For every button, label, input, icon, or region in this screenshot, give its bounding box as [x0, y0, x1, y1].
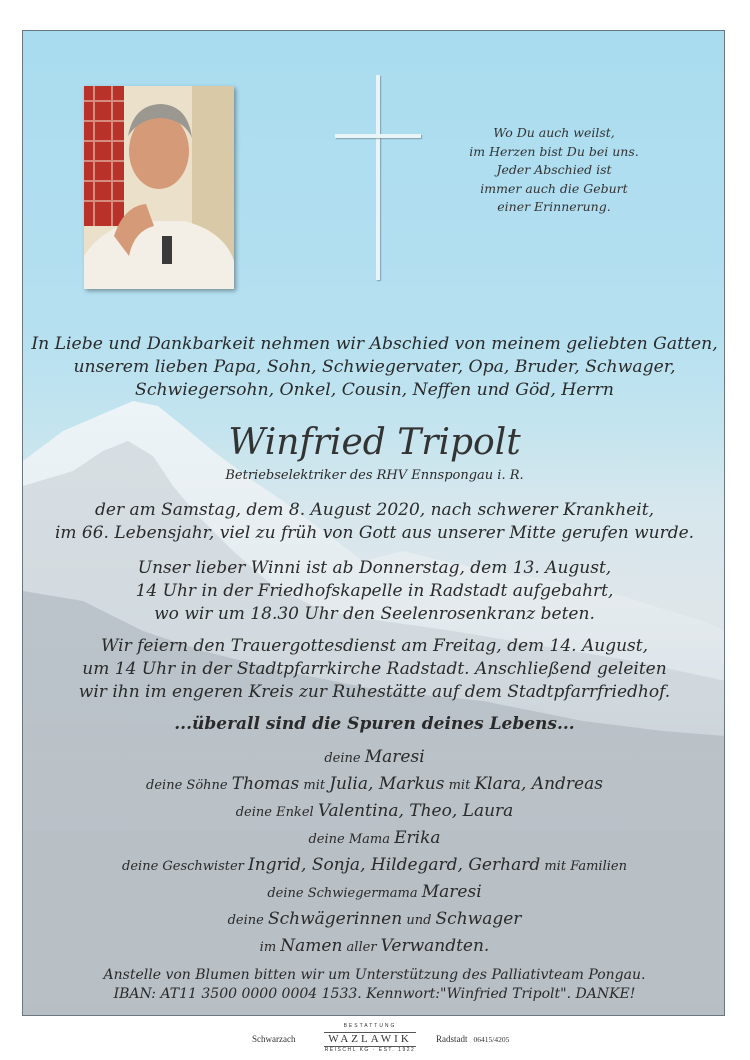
family-names: Schwager: [435, 909, 522, 929]
paragraph-line: wir ihn im engeren Kreis zur Ruhestätte auf dem Stadtpfarrfriedhof.: [78, 682, 671, 702]
logo-subtext: REISCHL KG · EST. 1922: [324, 1047, 416, 1053]
verse-line: immer auch die Geburt: [480, 180, 628, 196]
obituary-card: [22, 30, 725, 1016]
family-relation: deine: [324, 751, 365, 766]
deceased-occupation: Betriebselektriker des RHV Ennspongau i. R.: [225, 468, 524, 483]
paragraph-line: um 14 Uhr in der Stadtpfarrkirche Radstadt. Anschließend geleiten: [82, 659, 667, 679]
family-connector: aller: [342, 940, 381, 955]
motto: ...überall sind die Spuren deines Lebens...: [174, 714, 575, 734]
note-line: Anstelle von Blumen bitten wir um Unterstützung des Palliativteam Pongau.: [103, 967, 646, 983]
paragraph-line: im 66. Lebensjahr, viel zu früh von Gott aus unserer Mitte gerufen wurde.: [54, 523, 695, 543]
family-names: Namen: [280, 936, 343, 956]
paragraph-line: Unser lieber Winni ist ab Donnerstag, dem 13. August,: [137, 558, 612, 578]
verse-line: Wo Du auch weilst,: [493, 125, 615, 140]
family-relation: deine Geschwister: [122, 859, 249, 874]
family-line-spouse: [23, 746, 725, 770]
family-names: Maresi: [421, 882, 482, 902]
intro-line: unserem lieben Papa, Sohn, Schwiegervater, Opa, Bruder, Schwager,: [73, 357, 676, 377]
family-names: Klara, Andreas: [474, 774, 603, 794]
funeral-home-logo: [320, 1023, 420, 1054]
family-names: Julia, Markus: [329, 774, 445, 794]
intro-text: [23, 333, 725, 402]
family-names: Ingrid, Sonja, Hildegard, Gerhard: [248, 855, 541, 875]
logo-top-text: BESTATTUNG: [343, 1023, 397, 1029]
footer-location-right: [436, 1034, 509, 1044]
family-line-grandchildren: [23, 800, 725, 824]
footer: [0, 1023, 750, 1053]
intro-line: In Liebe und Dankbarkeit nehmen wir Abschied von meinem geliebten Gatten,: [31, 334, 718, 354]
verse: [453, 124, 655, 217]
family-names: Erika: [394, 828, 441, 848]
family-relation: deine Mama: [308, 832, 395, 847]
family-names: Thomas: [231, 774, 300, 794]
family-connector: und: [402, 913, 436, 928]
family-relation: deine Söhne: [146, 778, 232, 793]
family-line-siblings: [23, 854, 725, 878]
family-names: Schwägerinnen: [267, 909, 403, 929]
family-relation: deine: [227, 913, 268, 928]
portrait-photo: [84, 86, 234, 289]
cross-icon: [335, 75, 421, 280]
footer-phone: 06415/4205: [473, 1035, 510, 1044]
death-paragraph: [23, 499, 725, 545]
footer-town: Radstadt: [436, 1034, 468, 1044]
family-relation: im: [259, 940, 281, 955]
donation-note: [23, 966, 725, 1004]
funeral-paragraph: [23, 635, 725, 704]
family-line-mother-in-law: [23, 881, 725, 905]
verse-line: im Herzen bist Du bei uns.: [469, 143, 639, 159]
verse-line: einer Erinnerung.: [497, 199, 611, 214]
verse-line: Jeder Abschied ist: [496, 162, 612, 177]
family-line-sons: [23, 773, 725, 797]
family-connector: mit Familien: [540, 859, 627, 874]
family-line-relatives: [23, 935, 725, 959]
paragraph-line: 14 Uhr in der Friedhofskapelle in Radstadt aufgebahrt,: [135, 581, 614, 601]
viewing-paragraph: [23, 557, 725, 626]
family-names: Maresi: [364, 747, 425, 767]
paragraph-line: der am Samstag, dem 8. August 2020, nach schwerer Krankheit,: [95, 500, 654, 520]
family-line-mother: [23, 827, 725, 851]
family-names: Valentina, Theo, Laura: [317, 801, 514, 821]
paragraph-line: wo wir um 18.30 Uhr den Seelenrosenkranz beten.: [154, 604, 595, 624]
family-connector: mit: [444, 778, 475, 793]
deceased-name: Winfried Tripolt: [228, 422, 521, 463]
paragraph-line: Wir feiern den Trauergottesdienst am Freitag, dem 14. August,: [100, 636, 648, 656]
family-names: Verwandten.: [380, 936, 490, 956]
intro-line: Schwiegersohn, Onkel, Cousin, Neffen und Göd, Herrn: [135, 380, 614, 400]
footer-location-left: Schwarzach: [252, 1034, 296, 1044]
family-relation: deine Schwiegermama: [267, 886, 422, 901]
family-relation: deine Enkel: [235, 805, 318, 820]
family-line-in-laws: [23, 908, 725, 932]
family-connector: mit: [299, 778, 330, 793]
note-line: IBAN: AT11 3500 0000 0004 1533. Kennwort:"Winfried Tripolt". DANKE!: [113, 986, 636, 1002]
logo-name: WAZLAWIK: [324, 1032, 416, 1047]
